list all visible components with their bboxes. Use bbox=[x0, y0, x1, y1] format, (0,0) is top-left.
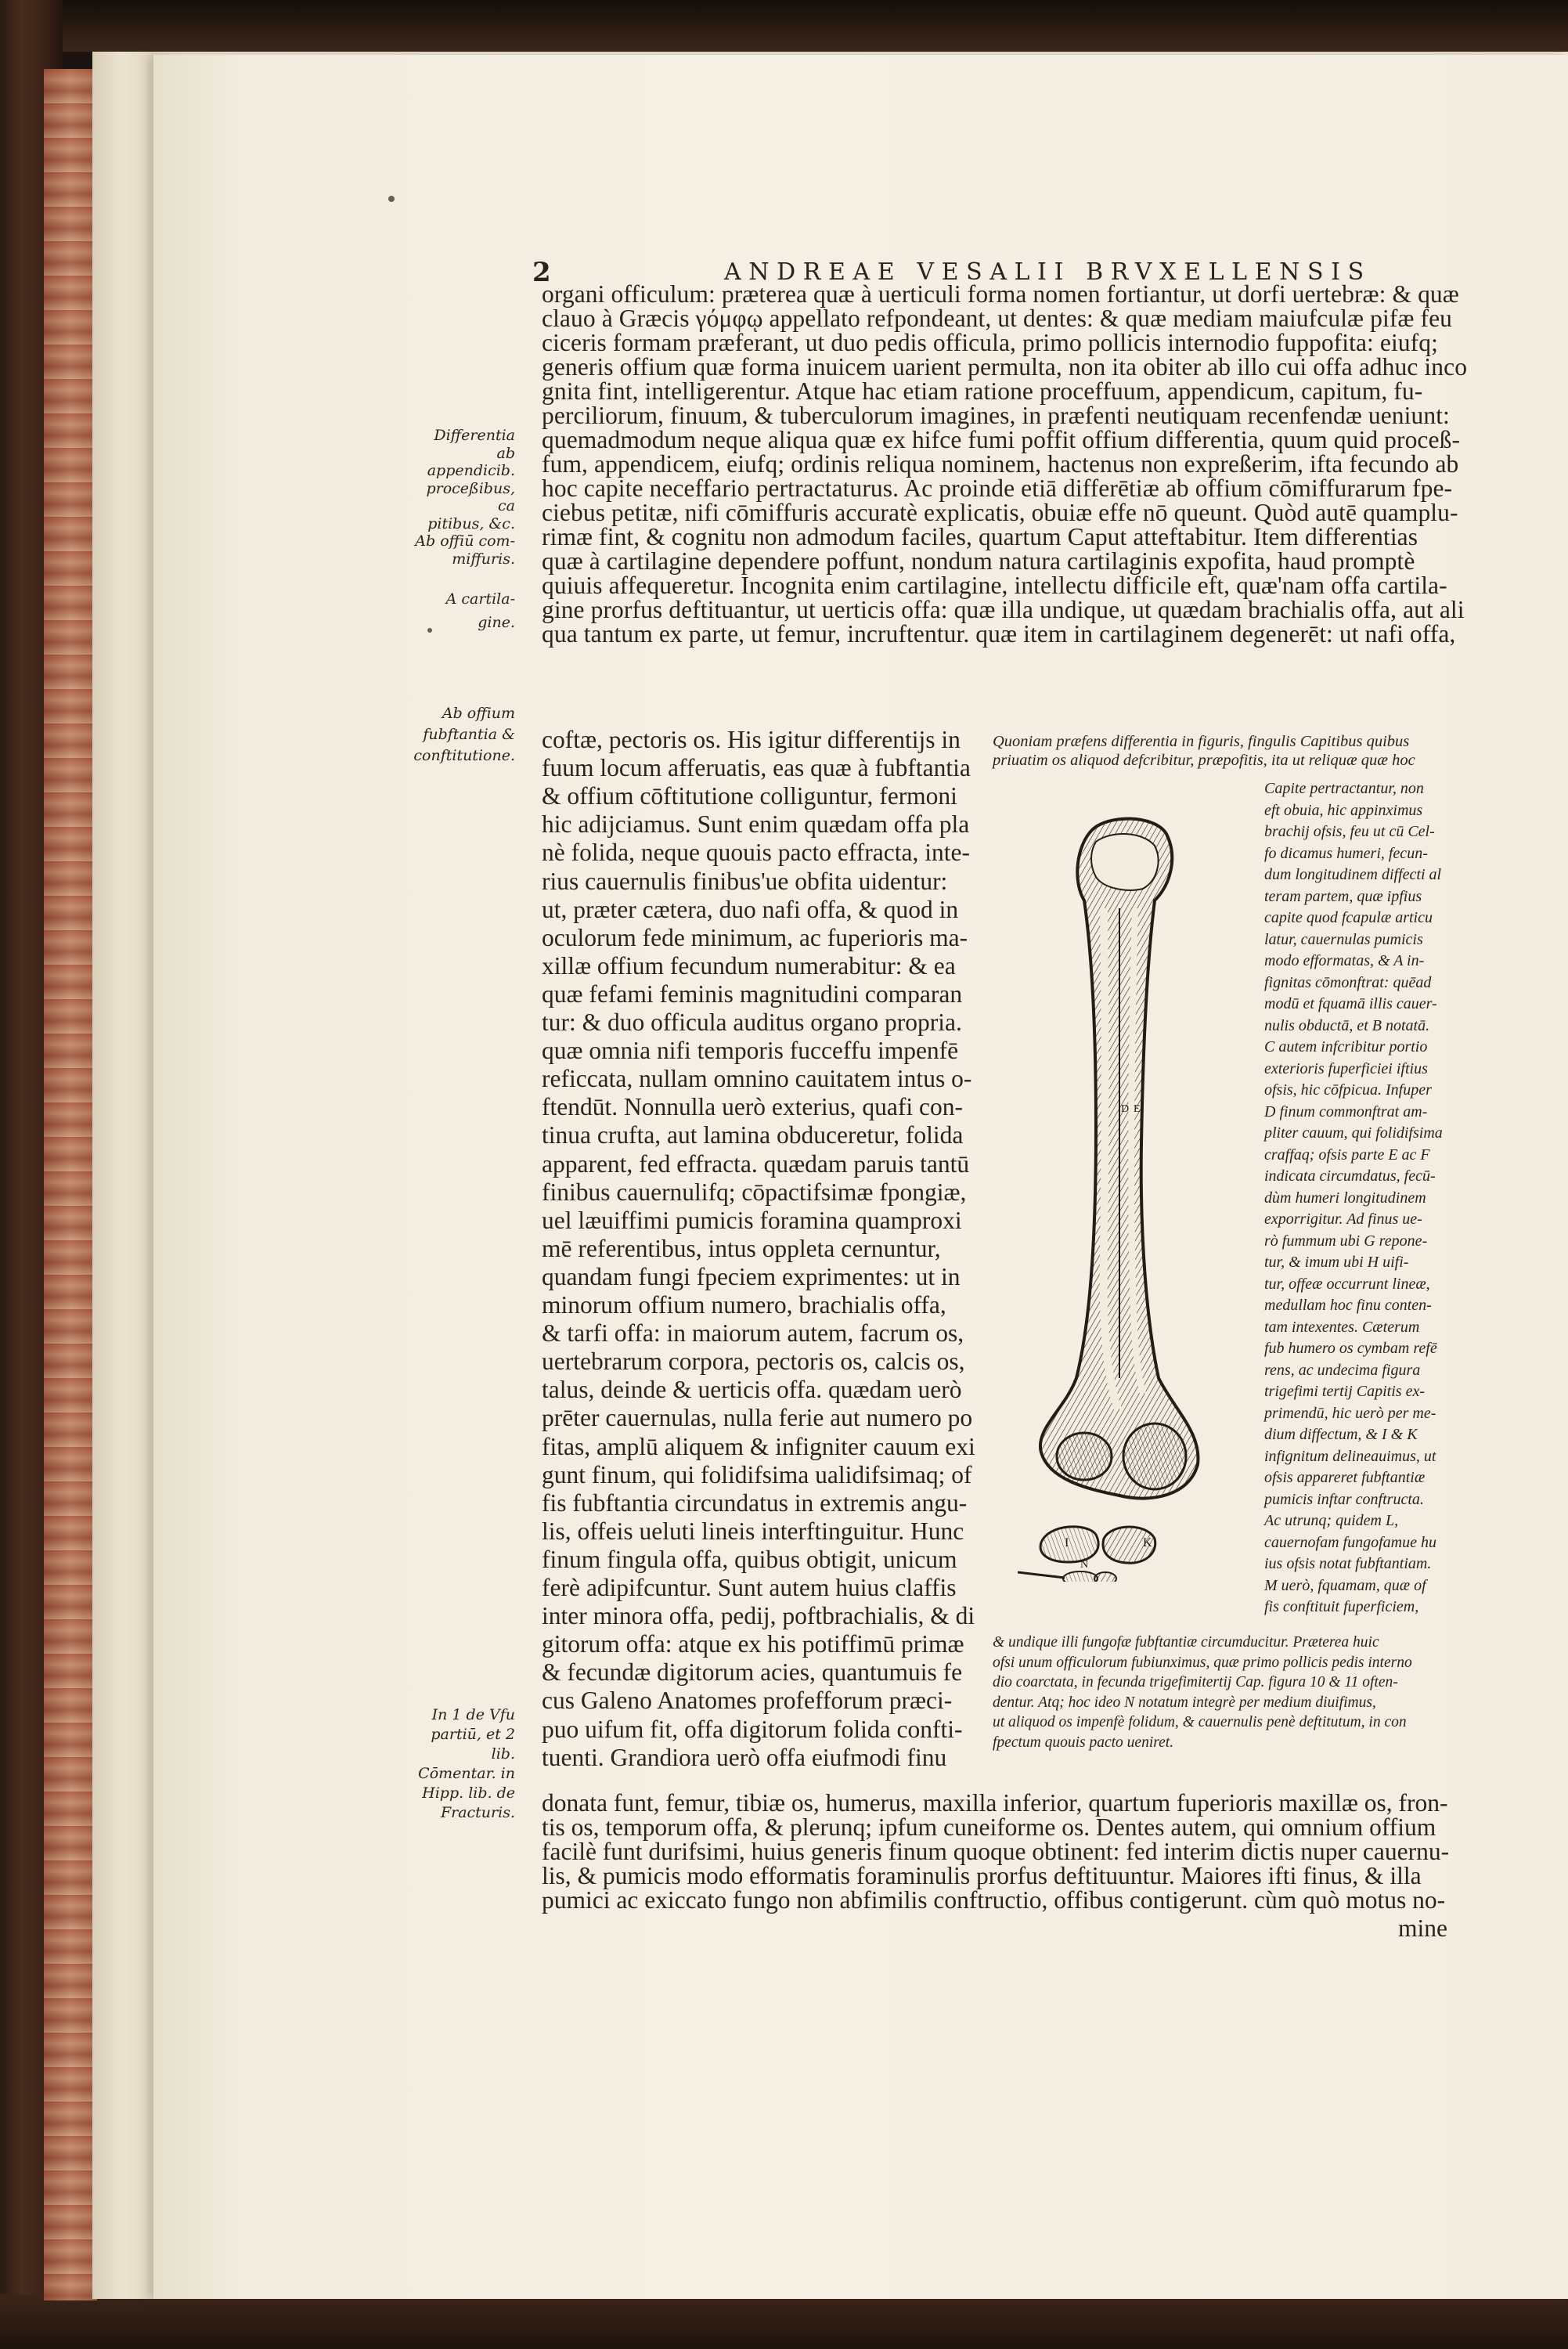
body-line: coftæ, pectoris os. His igitur differentijs in bbox=[542, 726, 961, 753]
margin-note-differentia bbox=[413, 427, 515, 568]
margin-note-line: Ab offiū com- bbox=[415, 532, 515, 550]
body-line: quæ omnia nifi temporis fucceffu impenfē bbox=[542, 1037, 959, 1065]
figure-label: D bbox=[1121, 1103, 1130, 1115]
margin-note-line: In 1 de Vfu bbox=[431, 1706, 515, 1723]
caption-line: Quoniam præfens differentia in figuris, fingulis Capitibus quibus bbox=[993, 733, 1410, 750]
margin-note-line: fubftantia & bbox=[423, 726, 515, 743]
body-line: gitorum offa: atque ex his potiffimū primæ bbox=[542, 1630, 964, 1658]
caption-line: tur, & imum ubi H uifi- bbox=[1264, 1254, 1409, 1271]
body-line: inter minora offa, pedij, poftbrachialis, & di bbox=[542, 1602, 975, 1630]
caption-line: priuatim os aliquod defcribitur, præpofitis, ita ut reliquæ quæ hoc bbox=[993, 752, 1415, 769]
caption-line: rò fummum ubi G repone- bbox=[1264, 1232, 1428, 1250]
body-line: quæ à cartilagine dependere poffunt, nondum natura cartilaginis expofita, haud promptè bbox=[542, 547, 1415, 575]
caption-line: modo efformatas, & A in- bbox=[1264, 952, 1425, 969]
caption-line: cauernofam fungofamue hu bbox=[1264, 1533, 1436, 1551]
body-line: finibus cauernulifq; cōpactifsimæ fpongiæ, bbox=[542, 1178, 967, 1206]
caption-line: rens, ac undecima figura bbox=[1264, 1361, 1421, 1379]
margin-note-line: Hipp. lib. de bbox=[422, 1784, 515, 1802]
body-line: apparent, fed effracta. quædam paruis tantū bbox=[542, 1149, 970, 1178]
body-line: qua tantum ex parte, ut femur, incruftentur. quæ item in cartilaginem degenerēt: ut nafi offa, bbox=[542, 620, 1456, 648]
body-line: reficcata, nullam omnino cauitatem intus o- bbox=[542, 1065, 972, 1093]
marbled-page-edge bbox=[44, 69, 97, 2300]
humerus-shaft bbox=[1040, 819, 1199, 1499]
body-line: hic adijciamus. Sunt enim quædam offa pla bbox=[542, 810, 970, 839]
body-line: organi officulum: præterea quæ à uerticuli forma nomen fortiantur, ut dorfi uertebræ: & quæ bbox=[542, 280, 1459, 308]
humerus-woodcut-figure bbox=[1018, 814, 1284, 1582]
caption-line: primendū, hic uerò per me- bbox=[1264, 1404, 1436, 1422]
body-line: talus, deinde & uerticis offa. quædam uerò bbox=[542, 1376, 962, 1404]
body-line: gnita fint, intelligerentur. Atque hac etiam ratione proceffuum, appendicum, capitum, fu- bbox=[542, 377, 1423, 405]
caption-line: fis conftituit fuperficiem, bbox=[1264, 1598, 1419, 1615]
margin-note-line: A cartila- bbox=[445, 590, 515, 608]
body-line: cus Galeno Anatomes profefforum præci- bbox=[542, 1687, 953, 1715]
body-line: quemadmodum neque aliqua quæ ex hifce fumi poffit offium differentia, quum quid proceß- bbox=[542, 426, 1461, 453]
body-line: minorum offium numero, brachialis offa, bbox=[542, 1291, 946, 1319]
body-line: gunt finum, qui folidifsima ualidifsimaq; of bbox=[542, 1460, 972, 1488]
body-line: pumici ac exiccato fungo non abfimilis conftructio, offibus contigerunt. cùm quò motus no- bbox=[542, 1886, 1446, 1914]
caption-line: fpectum quouis pacto ueniret. bbox=[993, 1734, 1174, 1751]
caption-line: dum longitudinem diffecti al bbox=[1264, 866, 1442, 883]
body-line: ciceris formam præferant, ut duo pedis officula, primo pollicis internodio fuppofita: eiufq; bbox=[542, 329, 1438, 356]
body-line: facilè funt durifsimi, huius generis finum quoque obtinent: fed interim dictis nuper cauernu- bbox=[542, 1838, 1450, 1865]
body-line: ferè adipifcuntur. Sunt autem huius claffis bbox=[542, 1574, 957, 1601]
caption-line: pliter cauum, qui folidifsima bbox=[1264, 1124, 1443, 1142]
caption-line: dùm humeri longitudinem bbox=[1264, 1189, 1426, 1207]
body-line: quæ fefami feminis magnitudini comparan bbox=[542, 980, 963, 1008]
margin-note-line: Cōmentar. in bbox=[418, 1765, 515, 1782]
caption-line: Ac utrunq; quidem L, bbox=[1264, 1512, 1399, 1529]
body-line: lis, offeis ueluti lineis interftinguitur. Hunc bbox=[542, 1517, 964, 1545]
body-line: uertebrarum corpora, pectoris os, calcis os, bbox=[542, 1348, 965, 1376]
body-line: tur: & duo officula auditus organo propria. bbox=[542, 1009, 962, 1036]
body-line: prēter cauernulas, nulla ferie aut numero po bbox=[542, 1404, 973, 1432]
body-line: rius cauernulis finibus'ue obfita uidentur: bbox=[542, 867, 948, 895]
body-line: ciebus petitæ, nifi cōmiffuris accuratè explicatis, obuiæ effe nō queunt. Quòd autē quamplu- bbox=[542, 499, 1458, 526]
margin-note-line: gine. bbox=[478, 614, 515, 631]
caption-line: indicata circumdatus, fecū- bbox=[1264, 1167, 1436, 1185]
margin-note-line: Differentia bbox=[434, 427, 515, 444]
body-line: ftendūt. Nonnulla uerò exterius, quafi con- bbox=[542, 1093, 963, 1121]
caption-line: fo dicamus humeri, fecun- bbox=[1264, 844, 1428, 862]
caption-line: D finum commonftrat am- bbox=[1264, 1102, 1428, 1120]
figure-label: K bbox=[1143, 1536, 1152, 1550]
body-line: gine prorfus deftituantur, ut uerticis offa: quæ illa undique, ut quædam brachialis offa, aut ali bbox=[542, 596, 1465, 623]
figure-label: E bbox=[1134, 1103, 1141, 1115]
body-line: & offium cōftitutione colliguntur, fermoni bbox=[542, 782, 957, 810]
caption-line: pumicis inftar conftructa. bbox=[1264, 1490, 1424, 1508]
caption-line: medullam hoc finu conten- bbox=[1264, 1297, 1432, 1314]
body-line: quiuis affequeretur. Incognita enim cartilagine, intellectu difficile eft, quæ'nam offa cartila- bbox=[542, 572, 1447, 599]
body-line: clauo à Græcis γόμφῳ appellato refpondeant, ut dentes: & quæ mediam maiufculæ pifæ feu bbox=[542, 305, 1453, 332]
body-line: lis, & pumicis modo efformatis foraminulis prorfus deftituuntur. Maiores ifti finus, & illa bbox=[542, 1862, 1422, 1889]
margin-note-line: Fracturis. bbox=[440, 1804, 515, 1821]
caption-line: fub humero os cymbam refē bbox=[1264, 1340, 1437, 1357]
caption-line: dentur. Atq; hoc ideo N notatum integrè per medium diuifimus, bbox=[993, 1694, 1376, 1711]
margin-note-line: pitibus, &c. bbox=[427, 514, 515, 532]
body-line: oculorum fede minimum, ac fuperioris ma- bbox=[542, 923, 968, 951]
caption-line: ut aliquod os impenfè folidum, & cauernulis penè deftitutum, in con bbox=[993, 1714, 1407, 1730]
figure-label: I bbox=[1065, 1536, 1069, 1550]
body-line: mē referentibus, intus oppleta cernuntur, bbox=[542, 1234, 941, 1262]
caption-line: brachij ofsis, feu ut cū Cel- bbox=[1264, 823, 1435, 840]
body-line: hoc capite neceffario pertractaturus. Ac proinde etiā differētiæ ab offium cōmiffurarum fpe- bbox=[542, 474, 1453, 502]
body-line: puo uifum fit, offa digitorum folida confti- bbox=[542, 1715, 963, 1743]
figure-caption-bottom bbox=[993, 1633, 1412, 1752]
figure-label: N bbox=[1080, 1559, 1089, 1571]
margin-note-line: proceßibus, ca bbox=[426, 479, 515, 514]
catchword: mine bbox=[1398, 1914, 1447, 1942]
margin-note-galen-reference bbox=[413, 1705, 515, 1823]
binding-bottom bbox=[0, 2294, 1568, 2349]
caption-line: ofsis appareret fubftantiæ bbox=[1264, 1469, 1426, 1486]
body-line: tuenti. Grandiora uerò offa eiufmodi finu bbox=[542, 1743, 947, 1771]
caption-line: modū et fquamā illis cauer- bbox=[1264, 995, 1437, 1012]
caption-line: tam intexentes. Cæterum bbox=[1264, 1318, 1420, 1336]
body-line: tinua crufta, aut lamina obduceretur, folida bbox=[542, 1121, 964, 1149]
body-line: fis fubftantia circundatus in extremis angu- bbox=[542, 1488, 968, 1517]
body-line: fum, appendicem, eiufq; ordinis reliqua nominem, hactenus non expreßerim, ifta fecundo ab bbox=[542, 450, 1459, 478]
caption-line: trigefimi tertij Capitis ex- bbox=[1264, 1383, 1425, 1400]
body-line: fuum locum afferuatis, eas quæ à fubftantia bbox=[542, 754, 971, 782]
caption-line: Capite pertractantur, non bbox=[1264, 780, 1424, 797]
caption-line: dio coarctata, in fecunda trigefimitertij Cap. figura 10 & 11 often- bbox=[993, 1674, 1398, 1690]
body-line: xillæ offium fecundum numerabitur: & ea bbox=[542, 951, 956, 980]
running-title: ANDREAE VESALII BRVXELLENSIS bbox=[724, 258, 1372, 286]
caption-line: capite quod fcapulæ articu bbox=[1264, 909, 1433, 926]
body-line: ut, præter cætera, duo nafi offa, & quod in bbox=[542, 895, 959, 923]
body-line: perciliorum, finuum, & tuberculorum imagines, in præfenti neutiquam recenfendæ ueniunt: bbox=[542, 402, 1450, 429]
caption-line: ofsis, hic cōfpicua. Infuper bbox=[1264, 1081, 1432, 1099]
body-line: nè folida, neque quouis pacto effracta, inte- bbox=[542, 839, 970, 867]
caption-line: nulis obductā, et B notatā. bbox=[1264, 1016, 1430, 1034]
caption-line: dium diffectum, & I & K bbox=[1264, 1426, 1418, 1443]
margin-note-line: Ab offium bbox=[442, 705, 515, 722]
scaphoid-bone bbox=[1040, 1527, 1155, 1563]
caption-line: C autem infcribitur portio bbox=[1264, 1038, 1428, 1055]
body-line: & fecundæ digitorum acies, quantumuis fe bbox=[542, 1658, 963, 1687]
margin-note-cartilagine bbox=[413, 587, 515, 634]
body-line: donata funt, femur, tibiæ os, humerus, maxilla inferior, quartum fuperioris maxillæ os, fron- bbox=[542, 1789, 1448, 1817]
caption-line: teram partem, quæ ipfius bbox=[1264, 887, 1422, 905]
binding-top bbox=[0, 0, 1568, 52]
body-line: generis offium quæ forma inuicem uarient permulta, non ita obiter ab illo cui offa adhuc inco bbox=[542, 353, 1468, 381]
body-line: fitas, amplū aliquem & infigniter cauum exi bbox=[542, 1432, 975, 1460]
phalanx-bone bbox=[1018, 1571, 1116, 1582]
margin-note-line: ab appendicib. bbox=[427, 444, 515, 479]
caption-line: & undique illi fungofæ fubftantiæ circumducitur. Præterea huic bbox=[993, 1634, 1379, 1651]
caption-line: eft obuia, hic appinximus bbox=[1264, 801, 1423, 819]
body-line: quandam fungi fpeciem exprimentes: ut in bbox=[542, 1262, 961, 1290]
figure-caption-top bbox=[993, 732, 1415, 770]
margin-note-substantia bbox=[413, 703, 515, 767]
margin-note-line: miffuris. bbox=[452, 550, 515, 568]
body-line: uel læuiffimi pumicis foramina quamproxi bbox=[542, 1206, 962, 1234]
paper-speck bbox=[388, 196, 395, 202]
caption-line: M uerò, fquamam, quæ of bbox=[1264, 1576, 1426, 1594]
caption-line: ofsi unum officulorum fubiunximus, quæ primo pollicis pedis interno bbox=[993, 1654, 1412, 1671]
margin-note-line: conftitutione. bbox=[413, 747, 515, 764]
body-line: tis os, temporum offa, & plerunq; ipfum cuneiforme os. Dentes autem, qui omnium offium bbox=[542, 1813, 1436, 1841]
caption-line: ius ofsis notat fubftantiam. bbox=[1264, 1555, 1432, 1572]
caption-line: fignitas cōmonftrat: quēad bbox=[1264, 973, 1432, 991]
body-line: rimæ fint, & cognitu non admodum faciles, quartum Caput atteftabitur. Item differentias bbox=[542, 523, 1418, 550]
caption-line: exporrigitur. Ad finus ue- bbox=[1264, 1211, 1422, 1228]
caption-line: infignitum delineauimus, ut bbox=[1264, 1447, 1436, 1465]
page-number: 2 bbox=[532, 257, 551, 288]
caption-line: latur, cauernulas pumicis bbox=[1264, 930, 1423, 948]
caption-line: exterioris fuperficiei iftius bbox=[1264, 1059, 1428, 1077]
caption-line: craffaq; ofsis parte E ac F bbox=[1264, 1146, 1430, 1164]
margin-note-line: partiū, et 2 lib. bbox=[431, 1726, 515, 1763]
body-line: & tarfi offa: in maiorum autem, facrum os, bbox=[542, 1319, 964, 1348]
caption-line: tur, offeæ occurrunt lineæ, bbox=[1264, 1275, 1430, 1293]
body-line: finum fingula offa, quibus obtigit, unicum bbox=[542, 1545, 957, 1573]
